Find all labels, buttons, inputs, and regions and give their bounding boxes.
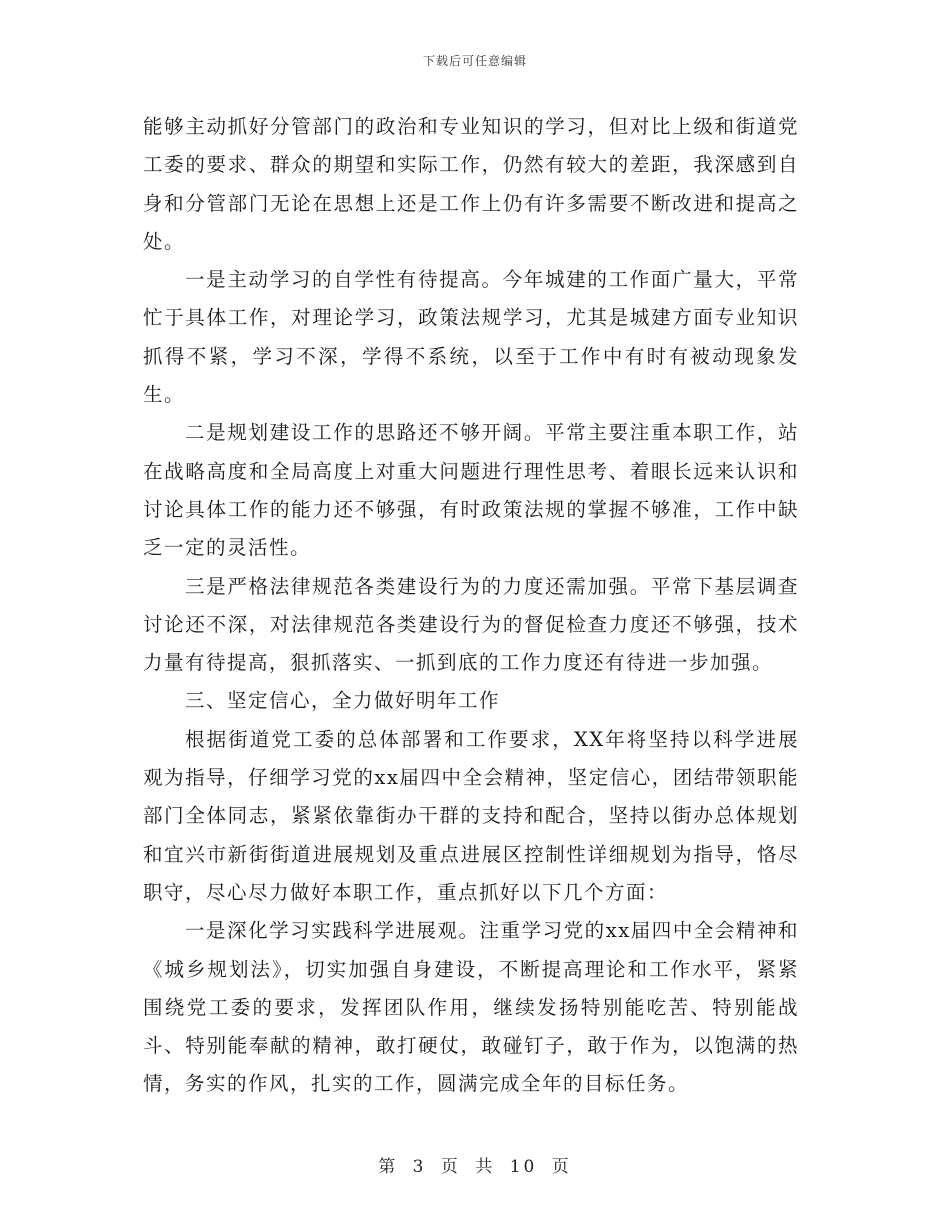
total-pages: 10 [509, 1157, 538, 1177]
paragraph: 一是深化学习实践科学进展观。注重学习党的xx届四中全会精神和《城乡规划法》，切实加强自身建设，不断提高理论和工作水平，紧紧围绕党工委的要求，发挥团队作用，继续发扬特别能吃苦、特别能战斗、特别能奉献的精神，敢打硬仗，敢碰钉子，敢于作为，以饱满的热情，务实的作风，扎实的工作，圆满完成全年的目标任务。 [143, 919, 799, 1096]
page-prefix: 第 [378, 1157, 399, 1177]
document-body [143, 108, 799, 1104]
page-suffix: 页 [551, 1157, 572, 1177]
total-word: 共 [475, 1157, 496, 1177]
page-number [0, 1152, 950, 1177]
paragraph: 能够主动抓好分管部门的政治和专业知识的学习，但对比上级和街道党工委的要求、群众的期望和实际工作，仍然有较大的差距，我深感到自身和分管部门无论在思想上还是工作上仍有许多需要不断改进和提高之处。 [143, 115, 799, 253]
section-heading: 三、坚定信心，全力做好明年工作 [185, 689, 501, 713]
paragraph: 一是主动学习的自学性有待提高。今年城建的工作面广量大，平常忙于具体工作，对理论学习，政策法规学习，尤其是城建方面专业知识抓得不紧，学习不深，学得不系统，以至于工作中有时有被动现象发生。 [143, 268, 799, 407]
paragraph: 三是严格法律规范各类建设行为的力度还需加强。平常下基层调查讨论还不深，对法律规范各类建设行为的督促检查力度还不够强，技术力量有待提高，狠抓落实、一抓到底的工作力度还有待进一步加强。 [143, 574, 799, 675]
header-note: 下载后可任意编辑 [422, 54, 527, 68]
paragraph: 根据街道党工委的总体部署和工作要求，XX年将坚持以科学进展观为指导，仔细学习党的xx届四中全会精神，坚定信心，团结带领职能部门全体同志，紧紧依靠街办干群的支持和配合，坚持以街办总体规划和宜兴市新街街道进展规划及重点进展区控制性详细规划为指导，恪尽职守，尽心尽力做好本职工作，重点抓好以下几个方面： [143, 727, 799, 904]
page-word: 页 [440, 1157, 461, 1177]
paragraph: 二是规划建设工作的思路还不够开阔。平常主要注重本职工作，站在战略高度和全局高度上对重大问题进行理性思考、着眼长远来认识和讨论具体工作的能力还不够强，有时政策法规的掌握不够准，工作中缺乏一定的灵活性。 [143, 421, 799, 560]
current-page: 3 [412, 1157, 427, 1177]
